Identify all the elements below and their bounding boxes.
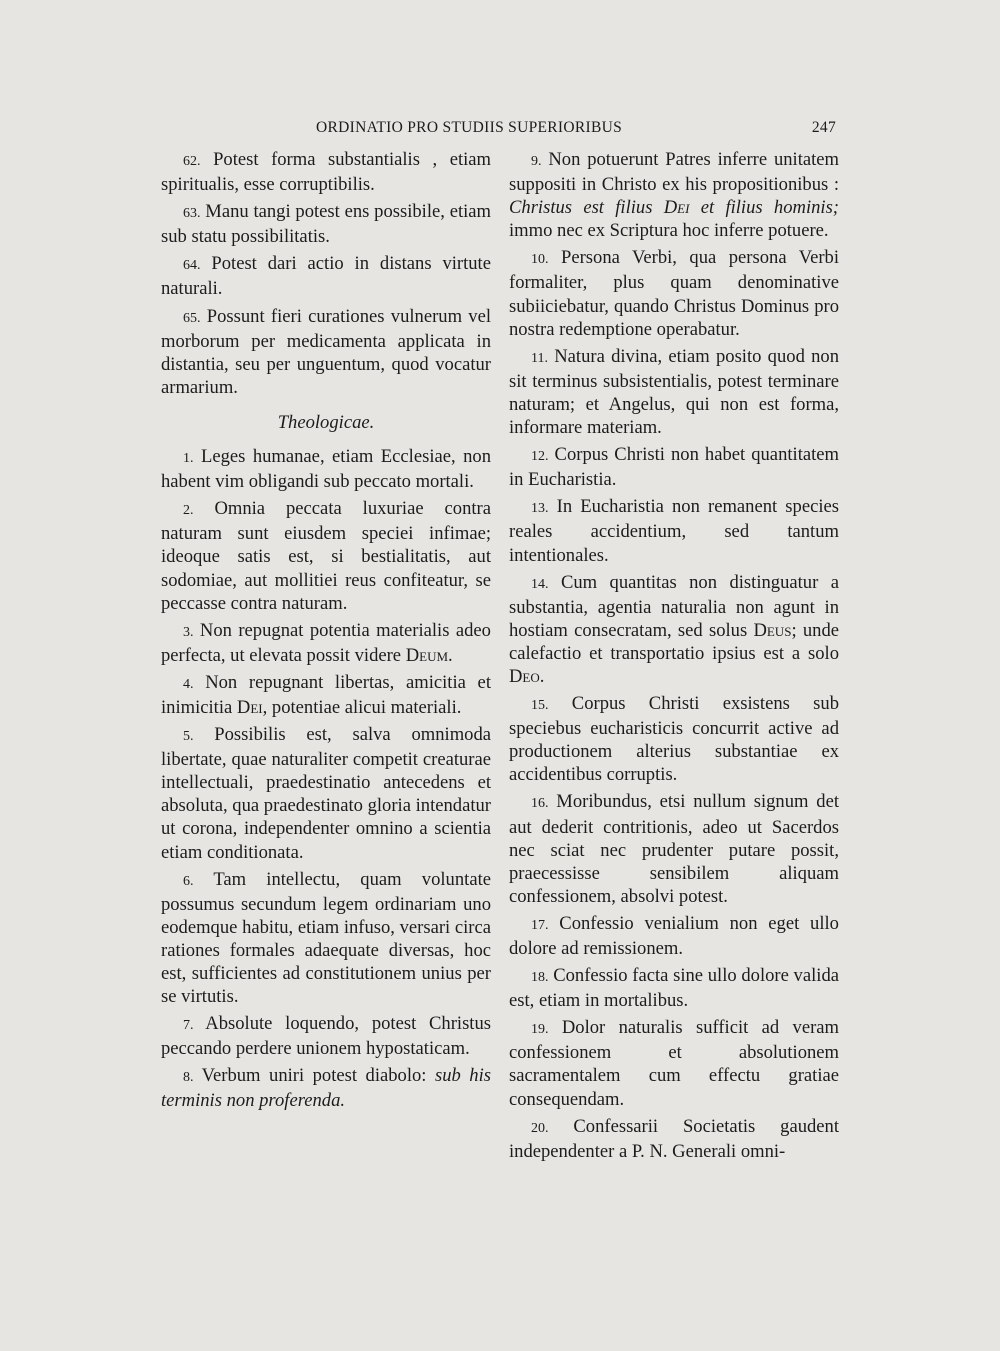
proposition-text: Confessio venialium non eget ullo dolore ad remissionem. — [509, 912, 839, 959]
proposition-number: 8. — [183, 1070, 194, 1086]
running-title: ORDINATIO PRO STUDIIS SUPERIORIBUS — [316, 119, 623, 136]
proposition-text: Corpus Christi non habet quantitatem in Eucharistia. — [509, 444, 839, 491]
proposition-number: 4. — [183, 676, 194, 692]
theology-proposition-2 — [161, 497, 491, 614]
proposition-text-end: . — [539, 665, 545, 687]
proposition-number: 15. — [531, 698, 549, 714]
proposition-number: 1. — [183, 451, 194, 467]
proposition-number: 63. — [183, 206, 201, 222]
proposition-text: Persona Verbi, qua persona Verbi formaliter, plus quam denominative subiiciebatur, quando Christus Dominus pro nostra redemptione operabatur. — [509, 247, 840, 340]
proposition-number: 12. — [531, 449, 549, 465]
running-header — [160, 119, 838, 141]
proposition-number: 13. — [531, 501, 549, 517]
theology-proposition-16 — [509, 790, 839, 907]
proposition-text: Cum quantitas non distinguatur a substantia, agentia naturalia non agunt in hostiam consecratam, sed solus — [509, 571, 839, 641]
proposition-text: Possibilis est, salva omnimoda libertate, quae naturaliter competit creaturae intellectuali, praedestinatio antecedens et absoluta, qua praedestinato gloria intendatur ut corona, independenter omnino a scientia etiam conditionata. — [161, 724, 491, 863]
small-caps-word: Deum — [405, 644, 449, 666]
proposition-number: 62. — [183, 154, 201, 169]
proposition-text-end: , potentiae alicui materiali. — [262, 696, 462, 718]
theology-proposition-19 — [509, 1016, 839, 1110]
proposition-number: 6. — [183, 873, 194, 889]
proposition-text-mid: ; unde calefactio et transportatio ipsius est a solo — [509, 619, 839, 664]
theology-proposition-15 — [509, 692, 839, 786]
proposition-number: 14. — [531, 576, 549, 592]
proposition-text: Corpus Christi exsistens sub speciebus eucharisticis concurrit active ad productionem alterius substantiae ex accidentibus corruptis. — [509, 693, 839, 786]
proposition-text: Non repugnat potentia materialis adeo perfecta, ut elevata possit videre — [161, 619, 491, 666]
proposition-text: Non potuerunt Patres inferre unitatem suppositi in Christo ex his propositionibus : — [509, 149, 840, 196]
proposition-62 — [161, 148, 491, 196]
small-caps-word: Dei — [236, 696, 263, 718]
proposition-text: Confessio facta sine ullo dolore valida est, etiam in mortalibus. — [509, 965, 839, 1012]
theology-proposition-17 — [509, 912, 839, 960]
proposition-number: 5. — [183, 729, 194, 745]
small-caps-word: Deus — [753, 619, 792, 641]
proposition-number: 7. — [183, 1018, 194, 1034]
section-heading: Theologicae. — [277, 411, 375, 433]
proposition-text: Verbum uniri potest diabolo: — [201, 1065, 435, 1087]
proposition-text-end: immo nec ex Scriptura hoc inferre potuere. — [509, 220, 829, 242]
proposition-number: 16. — [531, 796, 549, 812]
italic-quote-end: et filius hominis; — [689, 197, 839, 219]
proposition-text: Potest forma substantialis , etiam spiritualis, esse corruptibilis. — [161, 149, 491, 196]
theology-proposition-11 — [509, 345, 839, 439]
proposition-63 — [161, 200, 491, 248]
proposition-text: In Eucharistia non remanent species reales accidentium, sed tantum intentionales. — [509, 496, 839, 566]
proposition-text: Potest dari actio in distans virtute naturali. — [161, 253, 491, 300]
theology-proposition-9 — [509, 148, 839, 242]
proposition-number: 11. — [531, 350, 548, 366]
theology-proposition-5 — [161, 723, 491, 864]
theology-proposition-20 — [509, 1115, 839, 1163]
proposition-number: 18. — [531, 970, 549, 986]
proposition-text: Leges humanae, etiam Ecclesiae, non habent vim obligandi sub peccato mortali. — [161, 446, 491, 493]
proposition-number: 65. — [183, 310, 201, 326]
proposition-number: 20. — [531, 1120, 549, 1136]
theology-proposition-3 — [161, 619, 491, 667]
proposition-text: Confessarii Societatis gaudent independenter a P. N. Generali omni- — [509, 1115, 839, 1162]
italic-quote: Christus est filius — [509, 197, 664, 219]
theology-proposition-7 — [161, 1012, 491, 1060]
proposition-text: Non repugnant libertas, amicitia et inimicitia — [161, 671, 491, 718]
theology-proposition-6 — [161, 868, 491, 1009]
proposition-64 — [161, 252, 491, 300]
theology-proposition-18 — [509, 964, 839, 1012]
proposition-number: 9. — [531, 154, 542, 169]
small-caps-word: Dei — [663, 197, 690, 219]
left-column — [161, 148, 491, 1117]
proposition-text: Natura divina, etiam posito quod non sit terminus subsistentialis, potest terminare naturam; et Angelus, qui non est forma, informare materiam. — [509, 345, 839, 439]
theology-proposition-8 — [161, 1064, 491, 1112]
page-number: 247 — [811, 119, 836, 136]
theology-proposition-1 — [161, 445, 491, 493]
proposition-text-end: . — [448, 644, 453, 666]
small-caps-word: Deo — [509, 665, 540, 687]
italic-note: sub his terminis non proferenda. — [161, 1065, 491, 1112]
proposition-text: Moribundus, etsi nullum signum det aut dederit contritionis, adeo ut Sacerdos nec sciat nec prudenter putare possit, praecessisse sensibilem aliquam confessionem, absolvi potest. — [509, 791, 839, 907]
proposition-text: Possunt fieri curationes vulnerum vel morborum per medicamenta applicata in distantia, seu per unguentum, quod vocatur armarium. — [161, 305, 491, 398]
proposition-text: Tam intellectu, quam voluntate possumus secundum legem ordinariam uno eodemque habitu, etiam infuso, versari circa rationes formales adaequate diversas, hoc est, sufficientes ad constitutionem unius per se virtutis. — [161, 868, 491, 1008]
proposition-number: 17. — [531, 917, 549, 933]
proposition-number: 10. — [531, 252, 549, 268]
proposition-number: 3. — [183, 624, 194, 640]
proposition-text: Dolor naturalis sufficit ad veram confessionem et absolutionem sacramentalem cum effectu gratiae consequendam. — [509, 1017, 839, 1110]
proposition-text: Omnia peccata luxuriae contra naturam sunt eiusdem speciei infimae; ideoque satis est, si bestialitatis, aut sodomiae, aut mollitiei reus confiteatur, se peccasse contra naturam. — [161, 498, 491, 614]
theology-proposition-12 — [509, 443, 839, 491]
theology-proposition-4 — [161, 671, 491, 719]
proposition-number: 2. — [183, 503, 194, 519]
theology-proposition-14 — [509, 571, 839, 688]
proposition-text: Manu tangi potest ens possibile, etiam sub statu possibilitatis. — [161, 201, 491, 248]
theology-proposition-13 — [509, 495, 839, 566]
right-column — [509, 148, 839, 1167]
proposition-number: 64. — [183, 258, 201, 274]
theology-proposition-10 — [509, 246, 839, 340]
proposition-text: Absolute loquendo, potest Christus peccando perdere unionem hypostaticam. — [161, 1013, 492, 1060]
proposition-65 — [161, 305, 491, 399]
proposition-number: 19. — [531, 1022, 549, 1038]
